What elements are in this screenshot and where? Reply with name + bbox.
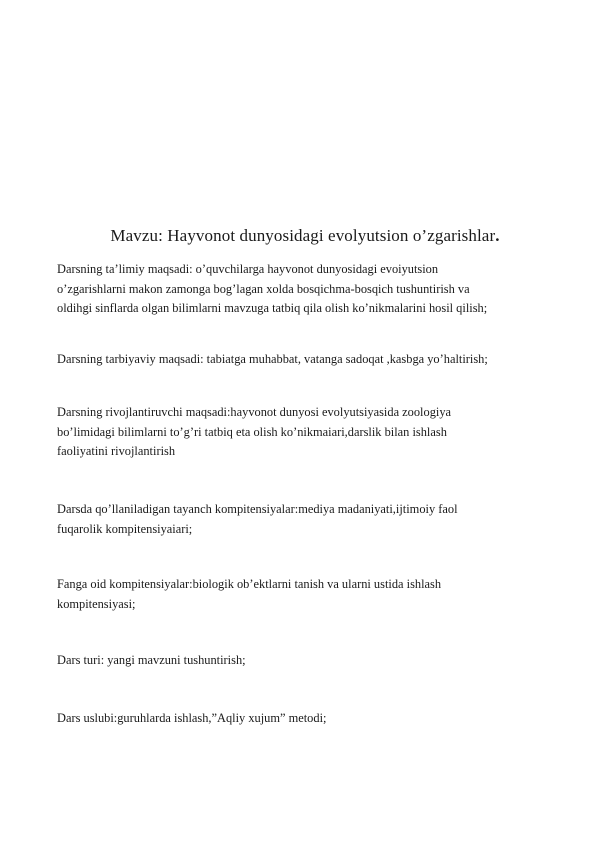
paragraph-line: o’zgarishlarni makon zamonga bog’lagan xolda bosqichma-bosqich tushuntirish va [57, 281, 470, 296]
paragraph-educational-goal [57, 260, 557, 319]
paragraph-subject-competencies [57, 575, 557, 614]
paragraph-line: Darsda qo’llaniladigan tayanch kompitensiyalar:mediya madaniyati,ijtimoiy faol [57, 502, 458, 516]
paragraph-line: kompitensiyasi; [57, 596, 136, 611]
paragraph-line: fuqarolik kompitensiyaiari; [57, 521, 193, 536]
paragraph-line: oldihgi sinflarda olgan bilimlarni mavzuga tatbiq qila olish ko’nikmalarini hosil qilish; [57, 301, 488, 315]
paragraph-line: Darsning tarbiyaviy maqsadi: tabiatga muhabbat, vatanga sadoqat ,kasbga yo’haltirish; [57, 352, 488, 366]
paragraph-upbringing-goal [57, 350, 557, 370]
paragraph-core-competencies [57, 500, 557, 539]
paragraph-line: Dars uslubi:guruhlarda ishlash,”Aqliy xujum” metodi; [57, 711, 327, 725]
paragraph-developmental-goal [57, 403, 557, 462]
paragraph-line: Darsning ta’limiy maqsadi: o’quvchilarga hayvonot dunyosidagi evoiyutsion [57, 262, 439, 276]
paragraph-line: Fanga oid kompitensiyalar:biologik ob’ektlarni tanish va ularni ustida ishlash [57, 577, 442, 591]
paragraph-line: bo’limidagi bilimlarni to’g’ri tatbiq eta olish ko’nikmaiari,darslik bilan ishlash [57, 424, 447, 439]
paragraph-lesson-type [57, 651, 557, 671]
paragraph-lesson-method [57, 709, 557, 729]
title-text: Mavzu: Hayvonot dunyosidagi evolyutsion o’zgarishlar [110, 226, 496, 245]
paragraph-line: Dars turi: yangi mavzuni tushuntirish; [57, 653, 246, 667]
page-title [0, 226, 596, 246]
title-period: . [495, 226, 500, 245]
paragraph-line: Darsning rivojlantiruvchi maqsadi:hayvonot dunyosi evolyutsiyasida zoologiya [57, 405, 452, 419]
paragraph-line: faoliyatini rivojlantirish [57, 444, 176, 458]
